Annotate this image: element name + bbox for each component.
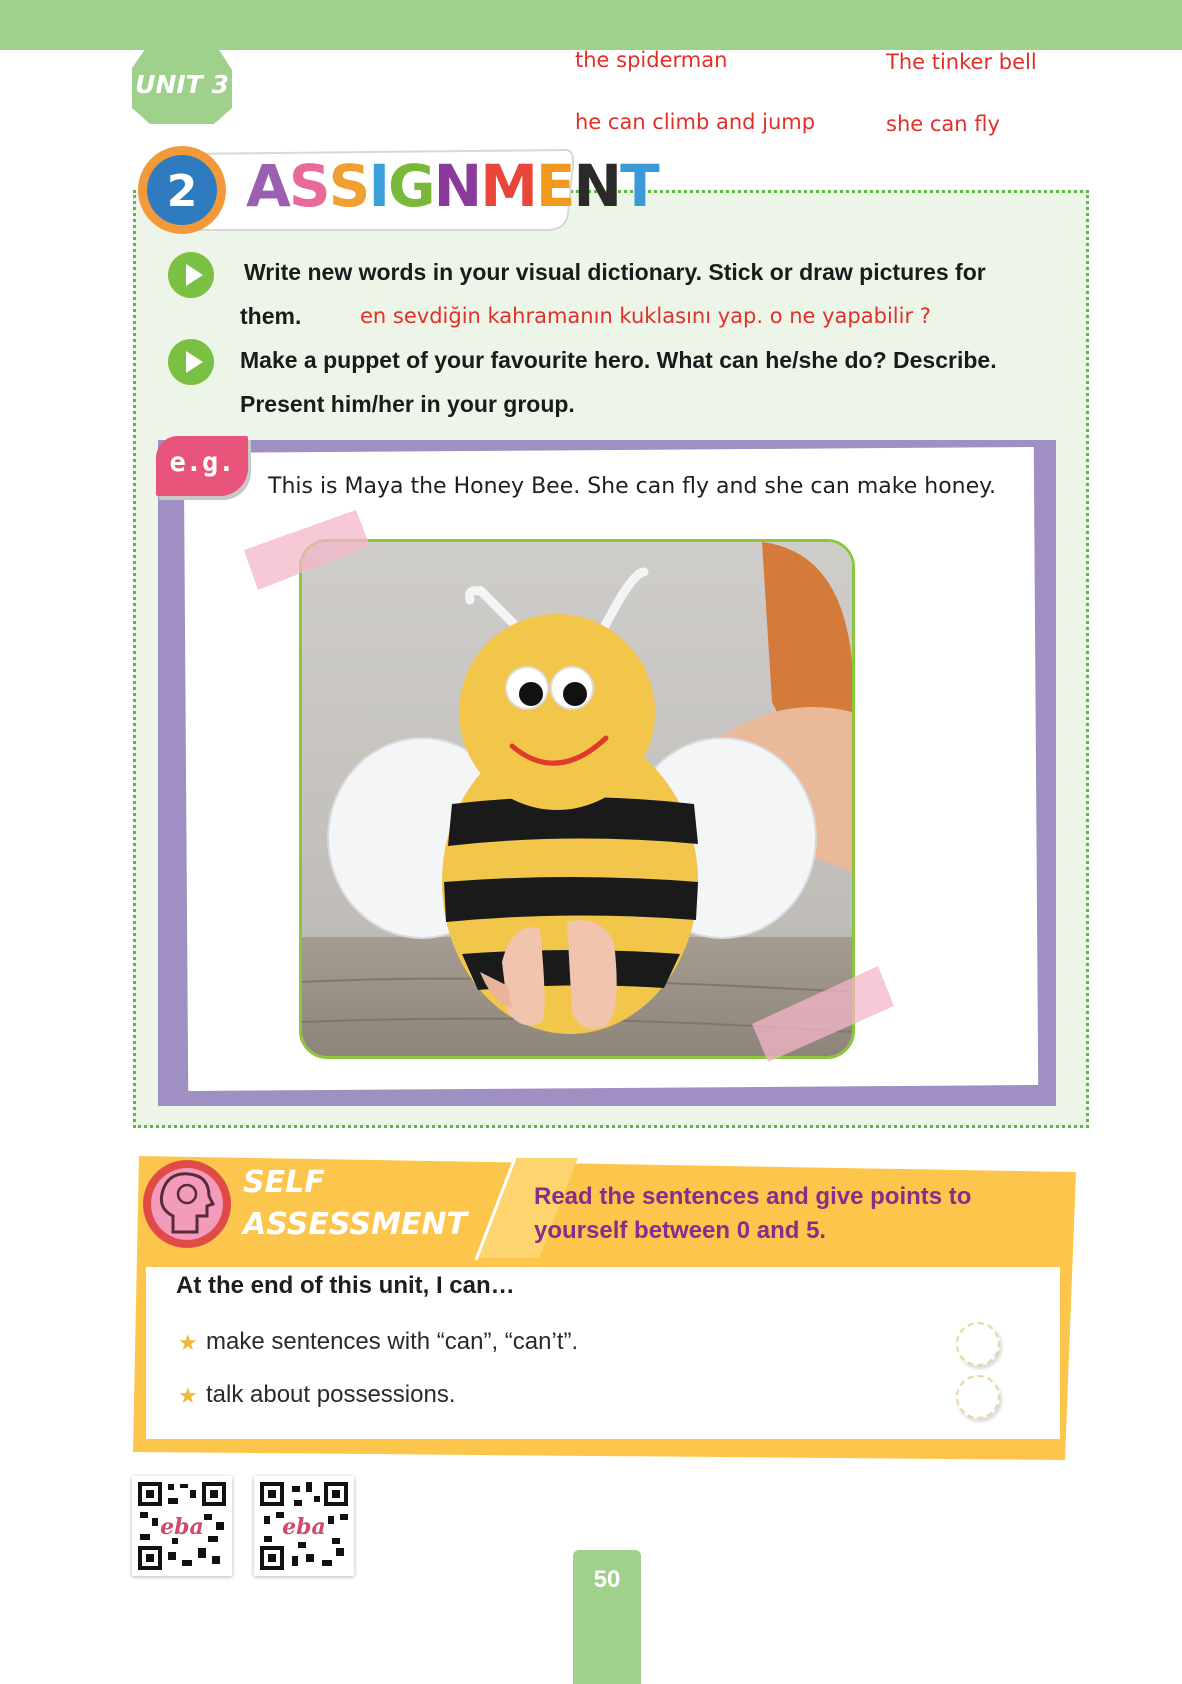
assignment-title-letter: M <box>480 152 536 220</box>
note-hero-2-ability: she can fly <box>886 112 1000 136</box>
note-hero-1: the spiderman <box>575 48 728 72</box>
page-number: 50 <box>593 1566 621 1593</box>
instruction-1-line-2: them. <box>240 303 302 329</box>
example-sentence: This is Maya the Honey Bee. She can fly and she can make honey. <box>268 474 997 499</box>
self-assessment-item: make sentences with “can”, “can’t”. <box>206 1328 579 1355</box>
note-hero-1-ability: he can climb and jump <box>575 110 816 134</box>
tape-bottom-right <box>742 962 902 1062</box>
star-icon: ★ <box>178 1330 198 1355</box>
note-turkish: en sevdiğin kahramanın kuklasını yap. o ne yapabilir ? <box>360 304 931 328</box>
play-icon <box>168 339 214 385</box>
assignment-title-letter: N <box>433 152 481 220</box>
unit-tab <box>132 48 232 124</box>
assignment-title <box>246 152 658 220</box>
self-assessment-title-line-2: ASSESSMENT <box>243 1207 467 1242</box>
self-assessment-title-line-1: SELF <box>243 1165 325 1200</box>
note-hero-2: The tinker bell <box>886 50 1037 74</box>
example-tag <box>156 436 248 496</box>
assignment-title-letter: S <box>328 152 369 220</box>
self-assessment-heading: At the end of this unit, I can… <box>176 1272 515 1299</box>
score-circle-2[interactable] <box>956 1375 1000 1419</box>
example-tag-label: e.g. <box>169 447 235 478</box>
assignment-title-letter: T <box>620 152 658 220</box>
qr-code-1[interactable] <box>132 1476 232 1576</box>
page-number-tab <box>573 1550 641 1684</box>
assignment-number: 2 <box>166 166 198 217</box>
tape-top-left <box>240 510 380 600</box>
play-icon <box>168 252 214 298</box>
assignment-title-letter: S <box>288 152 329 220</box>
unit-label: UNIT 3 <box>135 70 229 99</box>
assignment-title-letter: E <box>535 152 574 220</box>
assignment-title-letter: N <box>573 152 621 220</box>
top-green-bar <box>0 0 1182 50</box>
instruction-2-line-2: Present him/her in your group. <box>240 391 575 417</box>
instruction-1-line-1: Write new words in your visual dictionary. Stick or draw pictures for <box>244 259 986 285</box>
self-assessment-instruction: Read the sentences and give points to yourself between 0 and 5. <box>534 1183 972 1244</box>
self-assessment-title <box>243 1162 467 1246</box>
score-circle-1[interactable] <box>956 1322 1000 1366</box>
star-icon: ★ <box>178 1383 198 1408</box>
qr-code-label: eba <box>160 1514 204 1540</box>
self-assessment-item: talk about possessions. <box>206 1381 456 1408</box>
instruction-2-line-1: Make a puppet of your favourite hero. What can he/she do? Describe. <box>240 347 997 373</box>
assignment-title-letter: G <box>388 152 434 220</box>
qr-code-2[interactable] <box>254 1476 354 1576</box>
assignment-title-letter: I <box>368 152 389 220</box>
qr-code-label: eba <box>282 1514 326 1540</box>
assignment-title-letter: A <box>246 152 289 220</box>
